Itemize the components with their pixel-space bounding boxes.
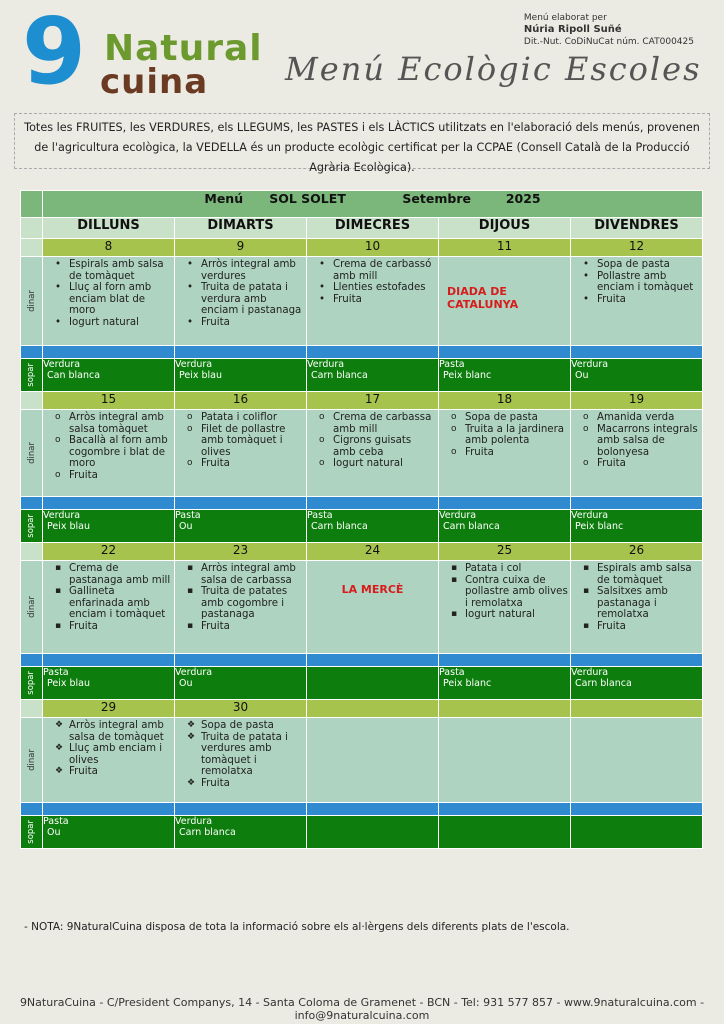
dish-item: o Bacallà al forn amb cogombre i blat de moro (55, 435, 172, 470)
dish-item: ▪ Espirals amb salsa de tomàquet (583, 563, 700, 586)
sopar-label: sopar (26, 514, 36, 538)
dish-item: o Fruita (55, 470, 172, 482)
dish-item: o Patata i coliflor (187, 412, 304, 424)
sopar-first: Verdura (43, 359, 81, 370)
dinar-label: dinar (26, 290, 37, 312)
dish-item: o Filet de pollastre amb tomàquet i olives (187, 424, 304, 459)
dinar-label: dinar (26, 596, 37, 618)
holiday-label: DIADA DE CATALUNYA (447, 285, 519, 311)
sopar-cell (307, 359, 439, 392)
sopar-cell (439, 816, 571, 849)
brand-logo (22, 0, 272, 112)
dish-list (439, 561, 570, 623)
dish-list (439, 410, 570, 460)
sopar-second: Carn blanca (575, 678, 632, 689)
allergen-note: - NOTA: 9NaturalCuina disposa de tota la informació sobre els al·lèrgens dels diferents plats de l'escola. (24, 921, 570, 933)
day-number: 10 (307, 239, 439, 257)
dish-item: • Fruita (319, 294, 436, 306)
logo-nine: 9 (22, 0, 87, 105)
dish-item: • Crema de carbassó amb mill (319, 259, 436, 282)
dinar-cell (43, 257, 175, 346)
day-number: 19 (571, 392, 703, 410)
dinar-cell (439, 257, 571, 346)
dish-item: ❖ Arròs integral amb salsa de tomàquet (55, 720, 172, 743)
sopar-row (21, 510, 703, 543)
day-number: 30 (175, 700, 307, 718)
dish-item: ▪ Fruita (55, 621, 172, 633)
day-number: 8 (43, 239, 175, 257)
dish-item: ▪ Iogurt natural (451, 609, 568, 621)
sopar-first: Pasta (307, 510, 333, 521)
day-number-row (21, 239, 703, 257)
day-names-row (21, 218, 703, 239)
sopar-second: Ou (47, 827, 61, 838)
day-number: 23 (175, 543, 307, 561)
row-separator (21, 497, 703, 510)
dish-item: ▪ Crema de pastanaga amb mill (55, 563, 172, 586)
sopar-first: Pasta (43, 816, 69, 827)
sopar-cell (43, 510, 175, 543)
page-title: Menú Ecològic Escoles (285, 50, 702, 88)
sopar-first: Verdura (175, 359, 213, 370)
dish-item: ▪ Salsitxes amb pastanaga i remolatxa (583, 586, 700, 621)
dish-item: o Sopa de pasta (451, 412, 568, 424)
dish-item: • Truita de patata i verdura amb enciam i pastanaga (187, 282, 304, 317)
day-number: 11 (439, 239, 571, 257)
sopar-label: sopar (26, 671, 36, 695)
dish-item: ▪ Arròs integral amb salsa de carbassa (187, 563, 304, 586)
day-name: DIVENDRES (571, 218, 703, 239)
dish-item: • Pollastre amb enciam i tomàquet (583, 271, 700, 294)
dish-list (175, 561, 306, 634)
sopar-cell (571, 359, 703, 392)
dinar-cell (439, 410, 571, 497)
sopar-second: Ou (179, 521, 193, 532)
day-name: DIJOUS (439, 218, 571, 239)
header-menu-name: SOL SOLET (269, 191, 346, 206)
sopar-cell (307, 816, 439, 849)
day-name: DILLUNS (43, 218, 175, 239)
dish-item: ▪ Contra cuixa de pollastre amb olives i remolatxa (451, 575, 568, 610)
day-number: 17 (307, 392, 439, 410)
row-separator (21, 654, 703, 667)
day-number-row (21, 392, 703, 410)
dish-item: ❖ Sopa de pasta (187, 720, 304, 732)
day-number (307, 700, 439, 718)
dish-list (175, 718, 306, 791)
dinar-row (21, 718, 703, 803)
dish-list (43, 718, 174, 780)
dinar-cell (43, 410, 175, 497)
sopar-second: Can blanca (47, 370, 101, 381)
dish-item: ▪ Patata i col (451, 563, 568, 575)
dinar-row (21, 410, 703, 497)
dinar-cell (439, 561, 571, 654)
sopar-cell (175, 667, 307, 700)
day-name: DIMECRES (307, 218, 439, 239)
sopar-cell (571, 667, 703, 700)
dinar-cell (175, 561, 307, 654)
day-number (571, 700, 703, 718)
day-number: 12 (571, 239, 703, 257)
intro-text: Totes les FRUITES, les VERDURES, els LLEGUMS, les PASTES i els LÀCTICS utilitzats en l'elaboració dels menús, provenen de l'agricultura ecològica, la VEDELLA és un producte ecològic certificat per la CCPAE (Consell Català de la Producció Agrària Ecològica). (14, 113, 710, 169)
day-number: 22 (43, 543, 175, 561)
holiday-label: LA MERCÈ (341, 583, 404, 596)
day-number: 24 (307, 543, 439, 561)
menu-header (43, 191, 703, 218)
dinar-cell (307, 561, 439, 654)
row-separator (21, 346, 703, 359)
dish-item: o Crema de carbassa amb mill (319, 412, 436, 435)
day-number-row (21, 700, 703, 718)
sopar-row (21, 816, 703, 849)
day-number (439, 700, 571, 718)
dinar-cell (571, 257, 703, 346)
dish-item: • Arròs integral amb verdures (187, 259, 304, 282)
dish-item: ▪ Fruita (583, 621, 700, 633)
dinar-cell (571, 718, 703, 803)
sopar-cell (439, 359, 571, 392)
dish-item: o Fruita (583, 458, 700, 470)
sopar-cell (571, 816, 703, 849)
dish-item: o Arròs integral amb salsa tomàquet (55, 412, 172, 435)
dish-list (307, 410, 438, 472)
dish-item: ❖ Truita de patata i verdures amb tomàquet i remolatxa (187, 732, 304, 778)
sopar-second: Peix blau (179, 370, 223, 381)
sopar-second: Carn blanca (311, 521, 368, 532)
dish-item: o Iogurt natural (319, 458, 436, 470)
sopar-second: Peix blanc (443, 370, 492, 381)
dish-item: ❖ Lluç amb enciam i olives (55, 743, 172, 766)
dish-list (175, 410, 306, 472)
dish-list (571, 257, 702, 307)
sopar-second: Ou (575, 370, 589, 381)
dish-item: • Fruita (187, 317, 304, 329)
dish-item: ❖ Fruita (187, 778, 304, 790)
logo-natural: Natural (104, 28, 263, 69)
dinar-cell (175, 410, 307, 497)
author-block (524, 12, 694, 48)
sopar-second: Carn blanca (179, 827, 236, 838)
sopar-first: Verdura (571, 667, 609, 678)
dinar-cell (307, 257, 439, 346)
dish-list (175, 257, 306, 330)
dish-item: ▪ Truita de patates amb cogombre i pastanaga (187, 586, 304, 621)
dinar-cell (43, 718, 175, 803)
author-name: Núria Ripoll Suñé (523, 24, 622, 35)
menu-header-row (21, 191, 703, 218)
sopar-label: sopar (26, 820, 36, 844)
sopar-first: Pasta (43, 667, 69, 678)
dish-item: • Fruita (583, 294, 700, 306)
dinar-label: dinar (26, 749, 37, 771)
dish-list (43, 257, 174, 330)
header-menu-label: Menú (204, 191, 244, 206)
author-line1: Menú elaborat per (523, 13, 607, 23)
sopar-first: Verdura (571, 510, 609, 521)
day-number: 9 (175, 239, 307, 257)
sopar-cell (439, 667, 571, 700)
dish-item: ▪ Fruita (187, 621, 304, 633)
sopar-second: Peix blau (47, 521, 91, 532)
sopar-cell (175, 359, 307, 392)
dish-item: o Cigrons guisats amb ceba (319, 435, 436, 458)
sopar-first: Verdura (175, 816, 213, 827)
dish-list (571, 561, 702, 634)
sopar-second: Peix blau (47, 678, 91, 689)
sopar-second: Carn blanca (311, 370, 368, 381)
sopar-cell (307, 510, 439, 543)
sopar-second: Ou (179, 678, 193, 689)
sopar-cell (439, 510, 571, 543)
dish-item: o Fruita (451, 447, 568, 459)
sopar-cell (43, 667, 175, 700)
sopar-row (21, 667, 703, 700)
dish-item: o Fruita (187, 458, 304, 470)
dish-item: ▪ Gallineta enfarinada amb enciam i tomàquet (55, 586, 172, 621)
dish-item: • Llenties estofades (319, 282, 436, 294)
sopar-label: sopar (26, 363, 36, 387)
logo-cuina: cuina (100, 62, 209, 102)
sopar-cell (175, 816, 307, 849)
dish-list (43, 410, 174, 483)
dish-list (307, 257, 438, 307)
dinar-cell (43, 561, 175, 654)
sopar-row (21, 359, 703, 392)
sopar-second: Peix blanc (443, 678, 492, 689)
author-line3: Dit.-Nut. CoDiNuCat núm. CAT000425 (523, 37, 694, 47)
dish-item: o Macarrons integrals amb salsa de bolonyesa (583, 424, 700, 459)
dinar-row (21, 257, 703, 346)
sopar-first: Pasta (175, 510, 201, 521)
day-number: 15 (43, 392, 175, 410)
header-year: 2025 (505, 191, 541, 206)
dish-item: o Truita a la jardinera amb polenta (451, 424, 568, 447)
sopar-first: Verdura (307, 359, 345, 370)
header-month: Setembre (402, 191, 471, 206)
sopar-second: Peix blanc (575, 521, 624, 532)
sopar-first: Verdura (571, 359, 609, 370)
dinar-cell (571, 410, 703, 497)
dish-list (43, 561, 174, 634)
dinar-cell (175, 257, 307, 346)
dinar-cell (307, 410, 439, 497)
dinar-cell (175, 718, 307, 803)
menu-table (20, 190, 703, 849)
dinar-cell (571, 561, 703, 654)
sopar-cell (571, 510, 703, 543)
dish-item: • Iogurt natural (55, 317, 172, 329)
day-number: 29 (43, 700, 175, 718)
dish-item: • Espirals amb salsa de tomàquet (55, 259, 172, 282)
sopar-first: Pasta (439, 667, 465, 678)
sopar-first: Verdura (439, 510, 477, 521)
day-number: 25 (439, 543, 571, 561)
day-number: 18 (439, 392, 571, 410)
dinar-row (21, 561, 703, 654)
dinar-cell (307, 718, 439, 803)
sopar-cell (43, 816, 175, 849)
sopar-second: Carn blanca (443, 521, 500, 532)
day-name: DIMARTS (175, 218, 307, 239)
dish-item: • Sopa de pasta (583, 259, 700, 271)
dinar-cell (439, 718, 571, 803)
sopar-cell (307, 667, 439, 700)
day-number: 16 (175, 392, 307, 410)
dish-item: • Lluç al forn amb enciam blat de moro (55, 282, 172, 317)
sopar-cell (175, 510, 307, 543)
sopar-first: Pasta (439, 359, 465, 370)
footer-contact: 9NaturaCuina - C/President Companys, 14 - Santa Coloma de Gramenet - BCN - Tel: 931 577 857 - www.9naturalcuina.com - info@9naturalcuina.com (19, 996, 705, 1022)
sopar-cell (43, 359, 175, 392)
dish-item: ❖ Fruita (55, 766, 172, 778)
dinar-label: dinar (26, 442, 37, 464)
day-number-row (21, 543, 703, 561)
dish-list (571, 410, 702, 472)
row-separator (21, 803, 703, 816)
sopar-first: Verdura (43, 510, 81, 521)
dish-item: o Amanida verda (583, 412, 700, 424)
day-number: 26 (571, 543, 703, 561)
sopar-first: Verdura (175, 667, 213, 678)
